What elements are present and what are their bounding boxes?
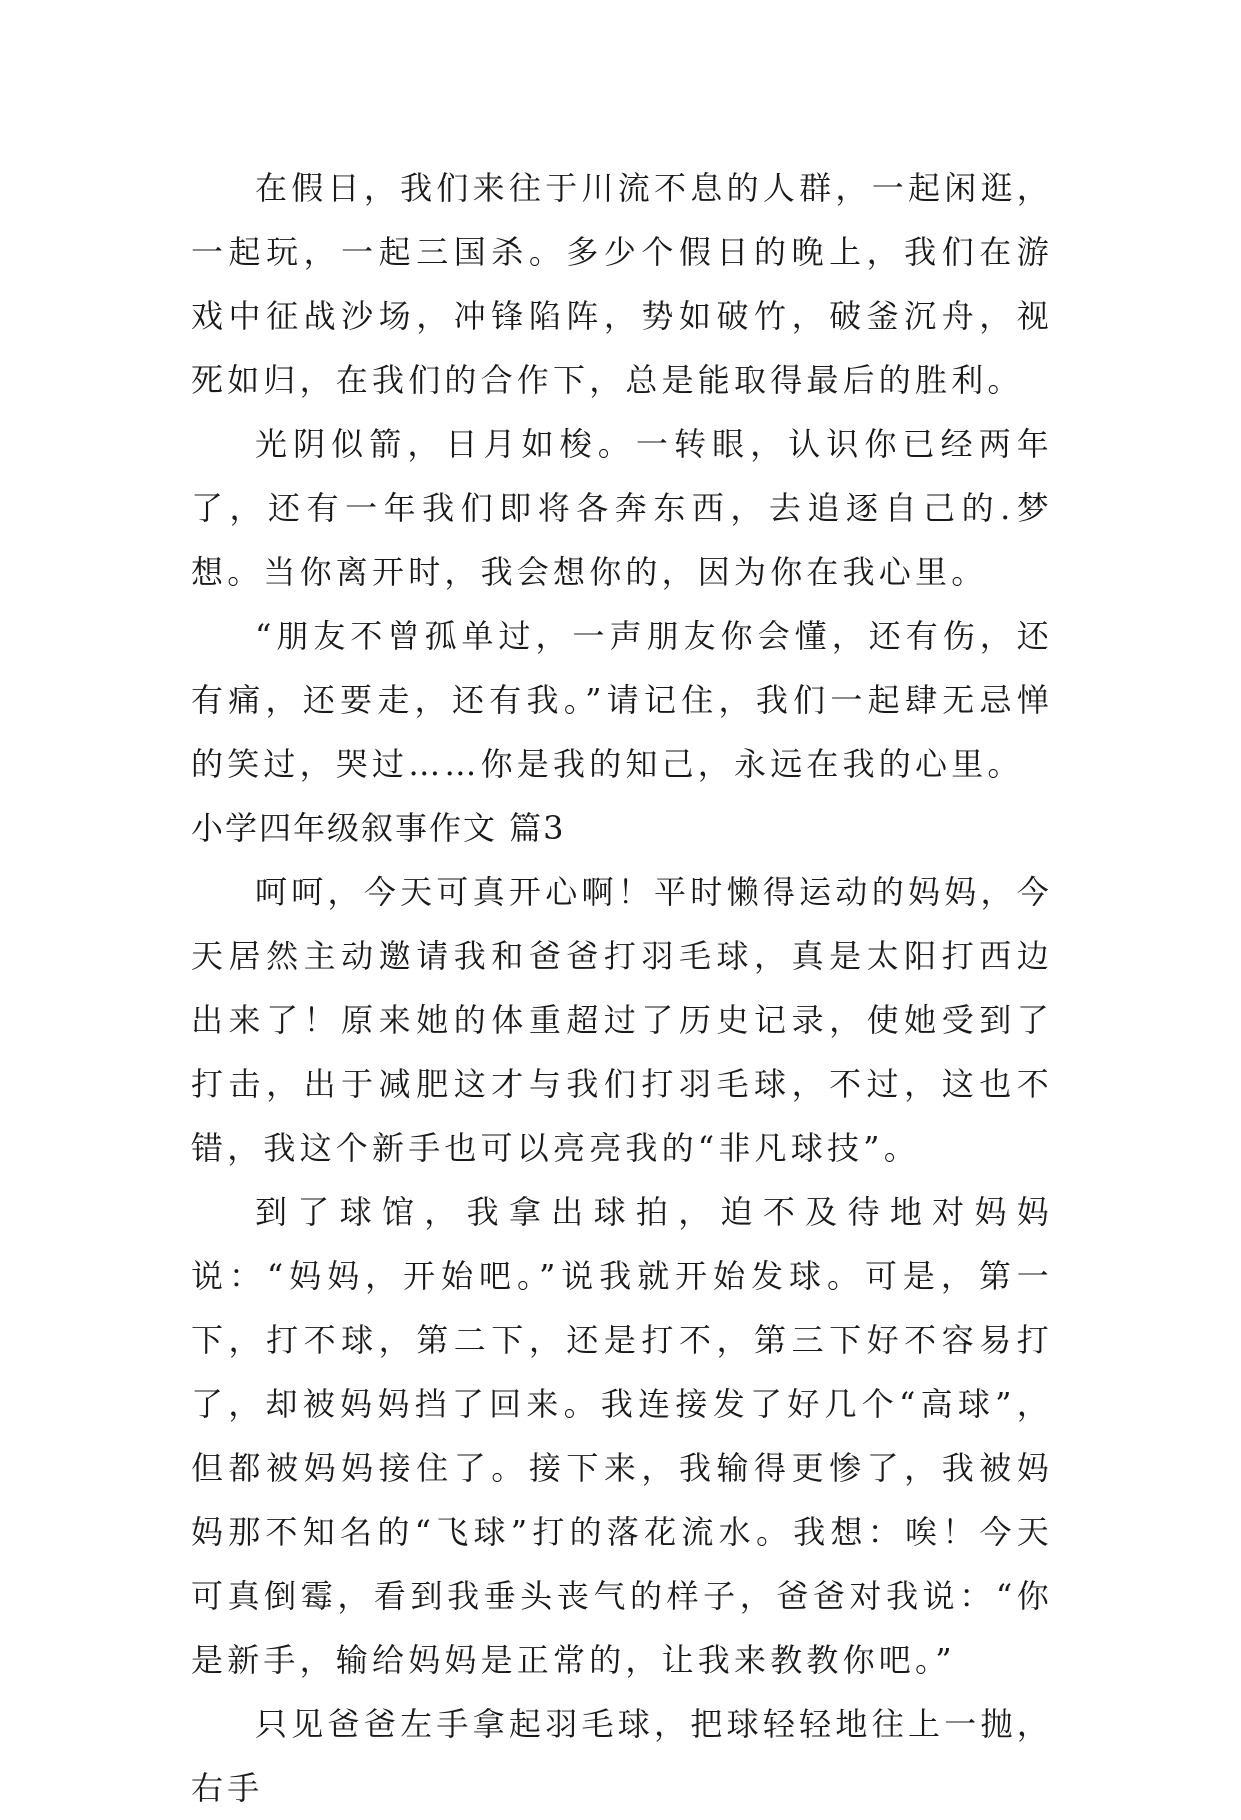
paragraph-badminton-game: 到了球馆，我拿出球拍，迫不及待地对妈妈说：“妈妈，开始吧。”说我就开始发球。可是，第一下，打不球，第二下，还是打不，第三下好不容易打了，却被妈妈挡了回来。我连接发了好几个“高球”，但都被妈妈接住了。接下来，我输得更惨了，我被妈妈那不知名的“飞球”打的落花流水。我想：唉！今天可真倒霉，看到我垂头丧气的样子，爸爸对我说：“你是新手，输给妈妈是正常的，让我来教教你吧。” — [191, 1193, 1053, 1679]
paragraph-badminton-invite: 呵呵，今天可真开心啊！平时懒得运动的妈妈，今天居然主动邀请我和爸爸打羽毛球，真是太阳打西边出来了！原来她的体重超过了历史记录，使她受到了打击，出于减肥这才与我们打羽毛球，不过，这也不错，我这个新手也可以亮亮我的“非凡球技”。 — [191, 873, 1053, 1167]
paragraph-time-flies: 光阴似箭，日月如梭。一转眼，认识你已经两年了，还有一年我们即将各奔东西，去追逐自己的.梦想。当你离开时，我会想你的，因为你在我心里。 — [191, 425, 1053, 591]
paragraph-friendship-lyrics: “朋友不曾孤单过，一声朋友你会懂，还有伤，还有痛，还要走，还有我。”请记住，我们一起肆无忌惮的笑过，哭过……你是我的知己，永远在我的心里。 — [191, 617, 1053, 783]
section-heading: 小学四年级叙事作文 篇3 — [191, 809, 566, 847]
document-body — [191, 156, 1053, 1820]
paragraph-holiday-games: 在假日，我们来往于川流不息的人群，一起闲逛，一起玩，一起三国杀。多少个假日的晚上，我们在游戏中征战沙场，冲锋陷阵，势如破竹，破釜沉舟，视死如归，在我们的合作下，总是能取得最后的胜利。 — [191, 169, 1053, 399]
paragraph-dad-serves: 只见爸爸左手拿起羽毛球，把球轻轻地往上一抛，右手 — [191, 1705, 1053, 1807]
